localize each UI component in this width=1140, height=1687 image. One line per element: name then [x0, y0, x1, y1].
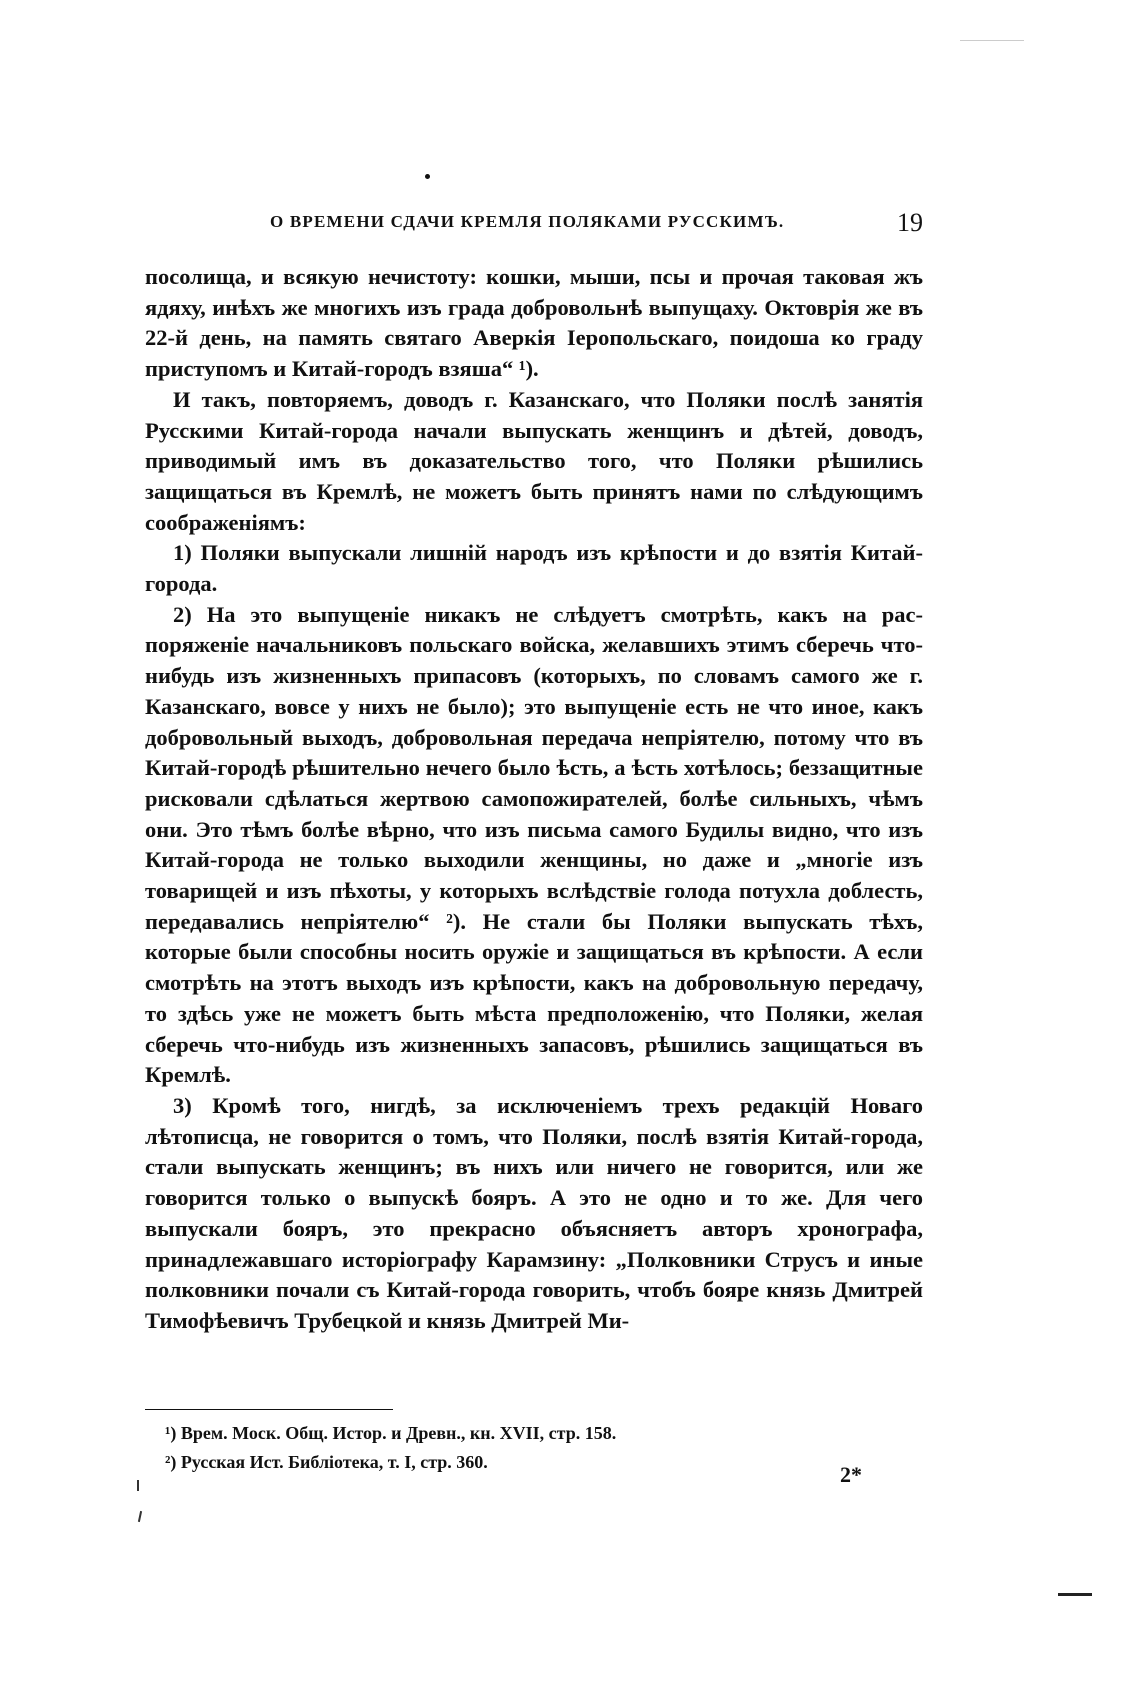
- page-header: [145, 208, 925, 242]
- scan-edge-mark: [960, 40, 1024, 41]
- footnotes: [165, 1419, 925, 1477]
- paragraph-point-3: 3) Кромѣ того, нигдѣ, за исключеніемъ трехъ редакцій Новаго лѣтописца, не говорится о томъ, что Поляки, послѣ взятія Китай-города, стали выпускать женщинъ; въ нихъ или ничего не говорится, или же говорится только о выпускѣ бояръ. А это не одно и то же. Для чего выпускали бояръ, это прекрасно объясняетъ авторъ хронографа, принадлежавшаго исторіографу Карамзину: „Полковники Струсъ и иные полковники почали съ Китай-города говорить, чтобъ бояре князь Дмитрей Тимофѣевичъ Трубецкой и князь Дмитрей Ми-: [145, 1092, 923, 1333]
- scan-mark: [137, 1480, 139, 1491]
- paragraph-point-1: 1) Поляки выпускали лишній народъ изъ крѣпости и до взятія Китай-города.: [145, 540, 923, 597]
- scan-mark: [138, 1511, 142, 1522]
- signature-mark: 2*: [840, 1462, 862, 1487]
- running-title: О ВРЕМЕНИ СДАЧИ КРЕМЛЯ ПОЛЯКАМИ РУССКИМЪ.: [270, 212, 785, 231]
- footnote-2: ²) Русская Ист. Библіотека, т. I, стр. 360.: [165, 1452, 488, 1472]
- body-text: [145, 262, 923, 1337]
- print-dot: [425, 174, 430, 179]
- scan-edge-mark: [1058, 1593, 1092, 1596]
- paragraph: И такъ, повторяемъ, доводъ г. Казанскаго, что Поляки послѣ занятія Русскими Китай-города начали выпускать женщинъ и дѣтей, доводъ, приводимый имъ въ доказательство того, что Поляки рѣшились защищаться въ Кремлѣ, не можетъ быть принятъ нами по слѣдующимъ соображеніямъ:: [145, 386, 923, 535]
- paragraph-continuation: посолища, и всякую нечистоту: кошки, мыши, псы и прочая таковая жъ ядяху, инѣхъ же многихъ изъ града добровольнѣ выпущаху. Октоврія же въ 22-й день, на память святаго Аверкія Іеропольскаго, поидоша ко граду приступомъ и Китай-городъ взяша“ ¹).: [145, 264, 923, 382]
- page-number: 19: [897, 208, 923, 237]
- paragraph-point-2: 2) На это выпущеніе никакъ не слѣдуетъ смотрѣть, какъ на распоряженіе начальниковъ польскаго войска, желавшихъ этимъ сберечь что-нибудь изъ жизненныхъ припасовъ (которыхъ, по словамъ самого же г. Казанскаго, вовсе у нихъ не было); это выпущеніе есть не что иное, какъ добровольный выходъ, добровольная передача непріятелю, потому что въ Китай-городѣ рѣшительно нечего было ѣсть, а ѣсть хотѣлось; беззащитные рисковали сдѣлаться жертвою самопожирателей, болѣе сильныхъ, чѣмъ они. Это тѣмъ болѣе вѣрно, что изъ письма самого Будилы видно, что изъ Китай-города не только выходили женщины, но даже и „многіе изъ товарищей и изъ пѣхоты, у которыхъ вслѣдствіе голода потухла доблесть, передавались непріятелю“ ²). Не стали бы Поляки выпускать тѣхъ, которые были способны носить оружіе и защищаться въ крѣпости. А если смотрѣть на этотъ выходъ изъ крѣпости, какъ на добровольную передачу, то здѣсь уже не можетъ быть мѣста предположенію, что Поляки, желая сберечь что-нибудь изъ жизненныхъ запасовъ, рѣшились защищаться въ Кремлѣ.: [145, 601, 923, 1088]
- footnote-1: ¹) Врем. Моск. Общ. Истор. и Древн., кн. XVII, стр. 158.: [165, 1423, 617, 1443]
- footnote-divider: [145, 1409, 393, 1410]
